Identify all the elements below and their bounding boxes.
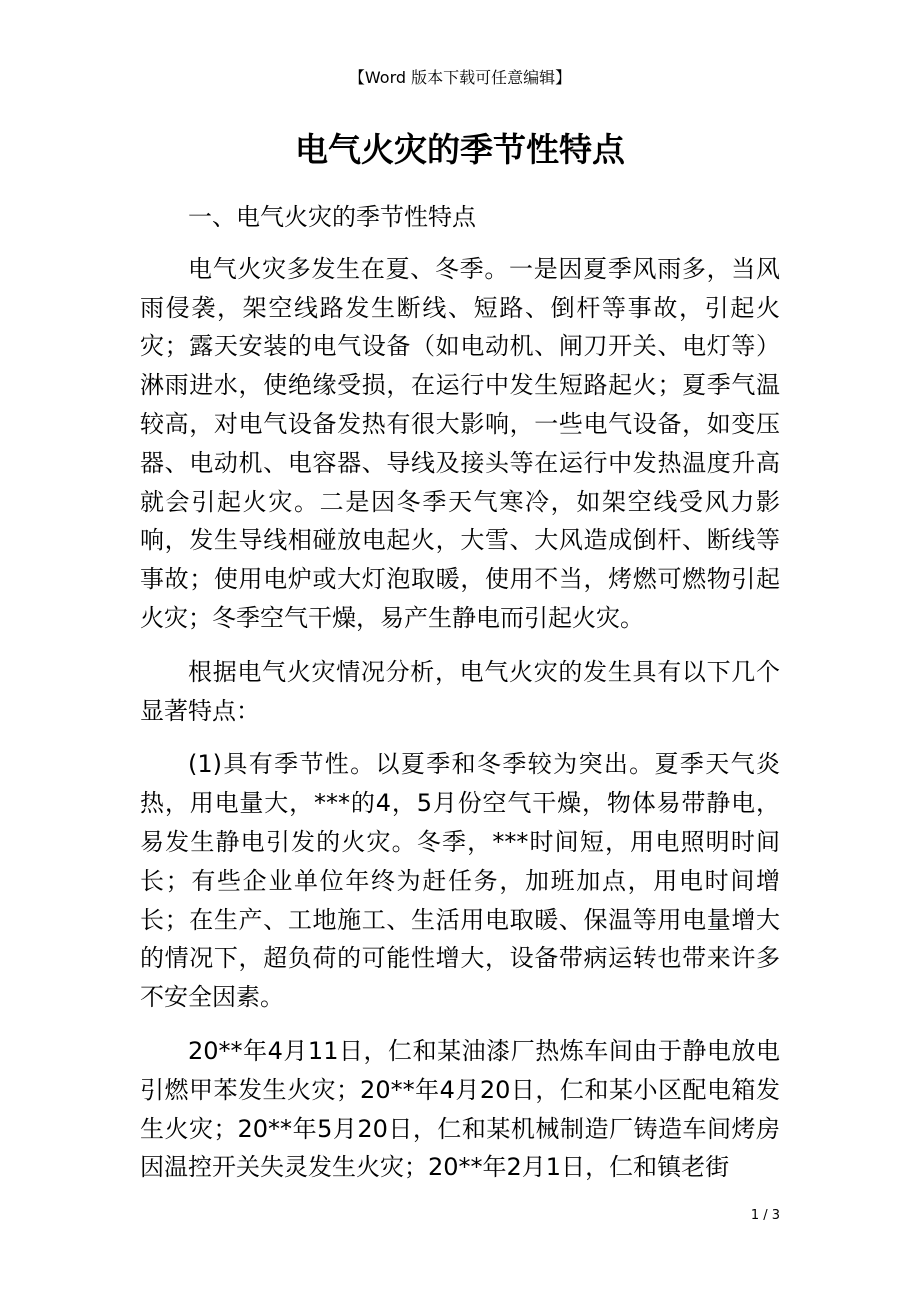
paragraph-incident-examples: 20**年4月11日，仁和某油漆厂热炼车间由于静电放电引燃甲苯发生火灾；20**年4月20日，仁和某小区配电箱发生火灾；20**年5月20日，仁和某机械制造厂铸造车间烤房因温控开关失灵发生火灾；20**年2月1日，仁和镇老街	[140, 1036, 780, 1182]
paragraph-analysis-intro: 根据电气火灾情况分析，电气火灾的发生具有以下几个显著特点：	[140, 657, 780, 725]
paragraph-seasonality-point: (1)具有季节性。以夏季和冬季较为突出。夏季天气炎热，用电量大，***的4，5月份空气干燥，物体易带静电，易发生静电引发的火灾。冬季，***时间短，用电照明时间长；有些企业单位年终为赶任务，加班加点，用电时间增长；在生产、工地施工、生活用电取暖、保温等用电量增大的情况下，超负荷的可能性增大，设备带病运转也带来许多不安全因素。	[140, 750, 780, 1012]
page-number: 1 / 3	[750, 1208, 780, 1223]
document-body	[140, 198, 780, 1202]
document-title: 电气火灾的季节性特点	[295, 130, 625, 169]
download-banner: 【Word 版本下载可任意编辑】	[348, 68, 572, 87]
section-heading: 一、电气火灾的季节性特点	[188, 203, 476, 231]
paragraph-seasonal-causes: 电气火灾多发生在夏、冬季。一是因夏季风雨多，当风雨侵袭，架空线路发生断线、短路、倒杆等事故，引起火灾；露天安装的电气设备（如电动机、闸刀开关、电灯等）淋雨进水，使绝缘受损，在运行中发生短路起火；夏季气温较高，对电气设备发热有很大影响，一些电气设备，如变压器、电动机、电容器、导线及接头等在运行中发热温度升高就会引起火灾。二是因冬季天气寒冷，如架空线受风力影响，发生导线相碰放电起火，大雪、大风造成倒杆、断线等事故；使用电炉或大灯泡取暖，使用不当，烤燃可燃物引起火灾；冬季空气干燥，易产生静电而引起火灾。	[140, 254, 780, 632]
